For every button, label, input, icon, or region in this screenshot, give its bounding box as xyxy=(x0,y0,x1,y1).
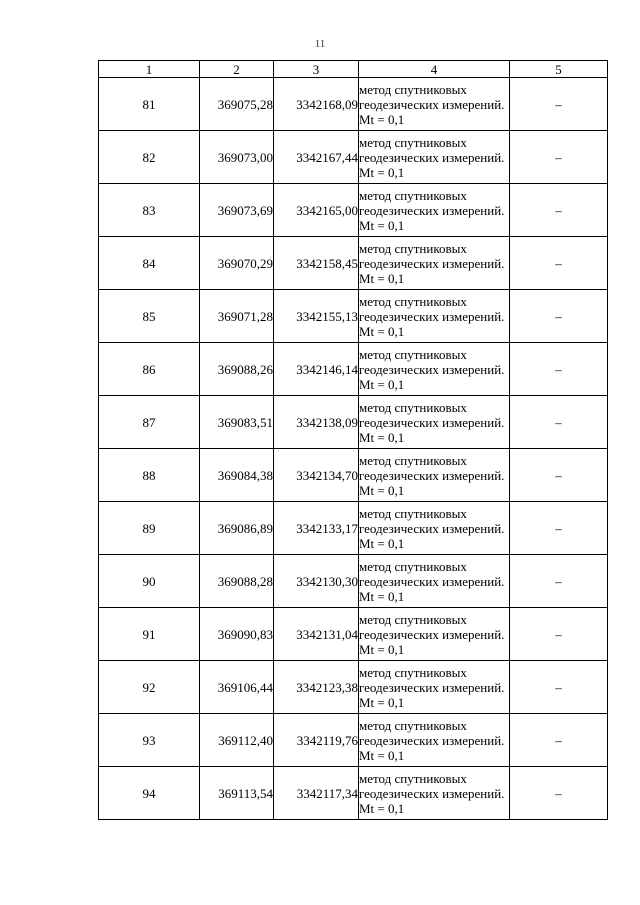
method-cell: метод спутниковых геодезических измерений. Mt = 0,1 xyxy=(359,502,510,555)
table-row xyxy=(99,184,608,237)
column-5-cell: – xyxy=(510,343,608,396)
y-coordinate-cell: 3342138,09 xyxy=(274,396,359,449)
x-coordinate-cell: 369070,29 xyxy=(200,237,274,290)
point-number-cell: 91 xyxy=(99,608,200,661)
y-coordinate-cell: 3342131,04 xyxy=(274,608,359,661)
header-row xyxy=(99,61,608,78)
point-number-cell: 90 xyxy=(99,555,200,608)
column-5-cell: – xyxy=(510,78,608,131)
coordinates-table xyxy=(98,60,608,820)
x-coordinate-cell: 369106,44 xyxy=(200,661,274,714)
column-header-4: 4 xyxy=(359,61,510,78)
method-cell: метод спутниковых геодезических измерений. Mt = 0,1 xyxy=(359,714,510,767)
x-coordinate-cell: 369071,28 xyxy=(200,290,274,343)
point-number-cell: 93 xyxy=(99,714,200,767)
point-number-cell: 85 xyxy=(99,290,200,343)
column-5-cell: – xyxy=(510,290,608,343)
table-row xyxy=(99,343,608,396)
table-body xyxy=(99,78,608,820)
table-row xyxy=(99,767,608,820)
column-5-cell: – xyxy=(510,449,608,502)
y-coordinate-cell: 3342130,30 xyxy=(274,555,359,608)
x-coordinate-cell: 369083,51 xyxy=(200,396,274,449)
method-cell: метод спутниковых геодезических измерений. Mt = 0,1 xyxy=(359,449,510,502)
y-coordinate-cell: 3342155,13 xyxy=(274,290,359,343)
table-row xyxy=(99,661,608,714)
table-row xyxy=(99,714,608,767)
table-row xyxy=(99,555,608,608)
y-coordinate-cell: 3342117,34 xyxy=(274,767,359,820)
x-coordinate-cell: 369090,83 xyxy=(200,608,274,661)
table-row xyxy=(99,449,608,502)
table-row xyxy=(99,502,608,555)
point-number-cell: 87 xyxy=(99,396,200,449)
x-coordinate-cell: 369088,28 xyxy=(200,555,274,608)
column-5-cell: – xyxy=(510,131,608,184)
method-cell: метод спутниковых геодезических измерений. Mt = 0,1 xyxy=(359,290,510,343)
method-cell: метод спутниковых геодезических измерений. Mt = 0,1 xyxy=(359,78,510,131)
column-5-cell: – xyxy=(510,555,608,608)
column-header-2: 2 xyxy=(200,61,274,78)
point-number-cell: 88 xyxy=(99,449,200,502)
column-5-cell: – xyxy=(510,661,608,714)
point-number-cell: 94 xyxy=(99,767,200,820)
method-cell: метод спутниковых геодезических измерений. Mt = 0,1 xyxy=(359,131,510,184)
table-row xyxy=(99,131,608,184)
x-coordinate-cell: 369086,89 xyxy=(200,502,274,555)
column-5-cell: – xyxy=(510,396,608,449)
x-coordinate-cell: 369084,38 xyxy=(200,449,274,502)
table-row xyxy=(99,78,608,131)
x-coordinate-cell: 369073,69 xyxy=(200,184,274,237)
method-cell: метод спутниковых геодезических измерений. Mt = 0,1 xyxy=(359,343,510,396)
y-coordinate-cell: 3342146,14 xyxy=(274,343,359,396)
point-number-cell: 82 xyxy=(99,131,200,184)
column-5-cell: – xyxy=(510,608,608,661)
y-coordinate-cell: 3342133,17 xyxy=(274,502,359,555)
method-cell: метод спутниковых геодезических измерений. Mt = 0,1 xyxy=(359,555,510,608)
y-coordinate-cell: 3342119,76 xyxy=(274,714,359,767)
point-number-cell: 81 xyxy=(99,78,200,131)
point-number-cell: 86 xyxy=(99,343,200,396)
table-header xyxy=(99,61,608,78)
x-coordinate-cell: 369088,26 xyxy=(200,343,274,396)
method-cell: метод спутниковых геодезических измерений. Mt = 0,1 xyxy=(359,237,510,290)
column-5-cell: – xyxy=(510,767,608,820)
table-row xyxy=(99,237,608,290)
column-header-3: 3 xyxy=(274,61,359,78)
column-header-1: 1 xyxy=(99,61,200,78)
column-5-cell: – xyxy=(510,237,608,290)
table-row xyxy=(99,290,608,343)
point-number-cell: 92 xyxy=(99,661,200,714)
column-5-cell: – xyxy=(510,714,608,767)
method-cell: метод спутниковых геодезических измерений. Mt = 0,1 xyxy=(359,184,510,237)
method-cell: метод спутниковых геодезических измерений. Mt = 0,1 xyxy=(359,767,510,820)
x-coordinate-cell: 369075,28 xyxy=(200,78,274,131)
y-coordinate-cell: 3342134,70 xyxy=(274,449,359,502)
column-5-cell: – xyxy=(510,184,608,237)
x-coordinate-cell: 369113,54 xyxy=(200,767,274,820)
x-coordinate-cell: 369073,00 xyxy=(200,131,274,184)
point-number-cell: 84 xyxy=(99,237,200,290)
y-coordinate-cell: 3342167,44 xyxy=(274,131,359,184)
table-row xyxy=(99,608,608,661)
page-number: 11 xyxy=(314,38,326,50)
method-cell: метод спутниковых геодезических измерений. Mt = 0,1 xyxy=(359,661,510,714)
column-5-cell: – xyxy=(510,502,608,555)
y-coordinate-cell: 3342165,00 xyxy=(274,184,359,237)
y-coordinate-cell: 3342168,09 xyxy=(274,78,359,131)
point-number-cell: 83 xyxy=(99,184,200,237)
point-number-cell: 89 xyxy=(99,502,200,555)
method-cell: метод спутниковых геодезических измерений. Mt = 0,1 xyxy=(359,608,510,661)
y-coordinate-cell: 3342158,45 xyxy=(274,237,359,290)
column-header-5: 5 xyxy=(510,61,608,78)
y-coordinate-cell: 3342123,38 xyxy=(274,661,359,714)
method-cell: метод спутниковых геодезических измерений. Mt = 0,1 xyxy=(359,396,510,449)
table-row xyxy=(99,396,608,449)
x-coordinate-cell: 369112,40 xyxy=(200,714,274,767)
